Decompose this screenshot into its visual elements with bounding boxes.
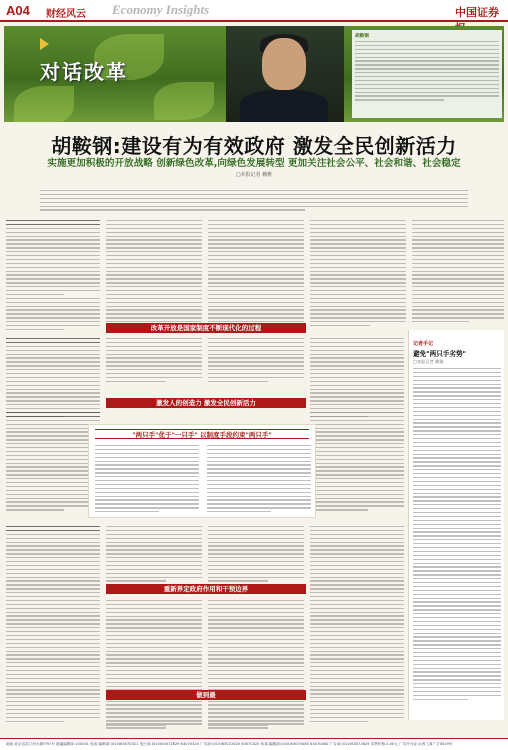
- highlight-box: [88, 424, 316, 518]
- sidebar-tag: 记者手记: [413, 341, 434, 347]
- section-name: 财经风云: [46, 9, 86, 20]
- section-heading-2: 激发人的创造力 激发全民创新活力: [106, 398, 306, 408]
- byline: □本报记者 赖雅: [235, 172, 273, 178]
- newspaper-logo: 中国证券: [455, 6, 499, 19]
- arrow-icon: [40, 38, 49, 50]
- feature-banner: [4, 26, 504, 122]
- section-heading-1: 改革开放是国家制度不断现代化的过程: [106, 323, 306, 333]
- lead-paragraph: [40, 178, 468, 214]
- article-column-3: [208, 220, 304, 329]
- article-column-1: [6, 220, 100, 333]
- sidebar-title: 避免"两只手劣势": [413, 350, 467, 358]
- article-column-4: [310, 220, 406, 329]
- page-footer: 地址:北京宣武门西大街甲97号 邮编编辑部:100031 电话:编辑部:(010)63070321 发行部:(010)63072629 63070324 广告部:(010)63072620 63070325 传真:编辑部:(010)63070483 63070480 广告部:(010)63072629 零售价格:2.00元 广告许可证:京西工商广字0019号: [0, 738, 508, 750]
- headline: 胡鞍钢:建设有为有效政府 激发全民创新活力: [51, 134, 457, 158]
- bio-box: [352, 30, 502, 118]
- article-column-5: [412, 220, 504, 325]
- section-heading-4: 重新界定政府作用和干预边界: [106, 584, 306, 594]
- page-number: A04: [6, 3, 30, 18]
- section-heading-5: 做到最: [106, 690, 306, 700]
- section-english: Economy Insights: [112, 2, 210, 17]
- section-heading-3: "两只手"优于"一只手" 以制度手段约束"两只手": [95, 429, 309, 439]
- sidebar-column: [408, 330, 504, 720]
- subheadline: 实施更加积极的开放战略 创新绿色改革,向绿色发展转型 更加关注社会公平、社会和谐、社会稳定: [47, 158, 461, 169]
- sidebar-author: □本报记者 赖雅: [413, 359, 444, 364]
- article-column-2: [106, 220, 202, 329]
- page-header: [0, 0, 508, 22]
- banner-title: 对话改革: [40, 60, 128, 84]
- bio-title: 胡鞍钢: [355, 34, 369, 39]
